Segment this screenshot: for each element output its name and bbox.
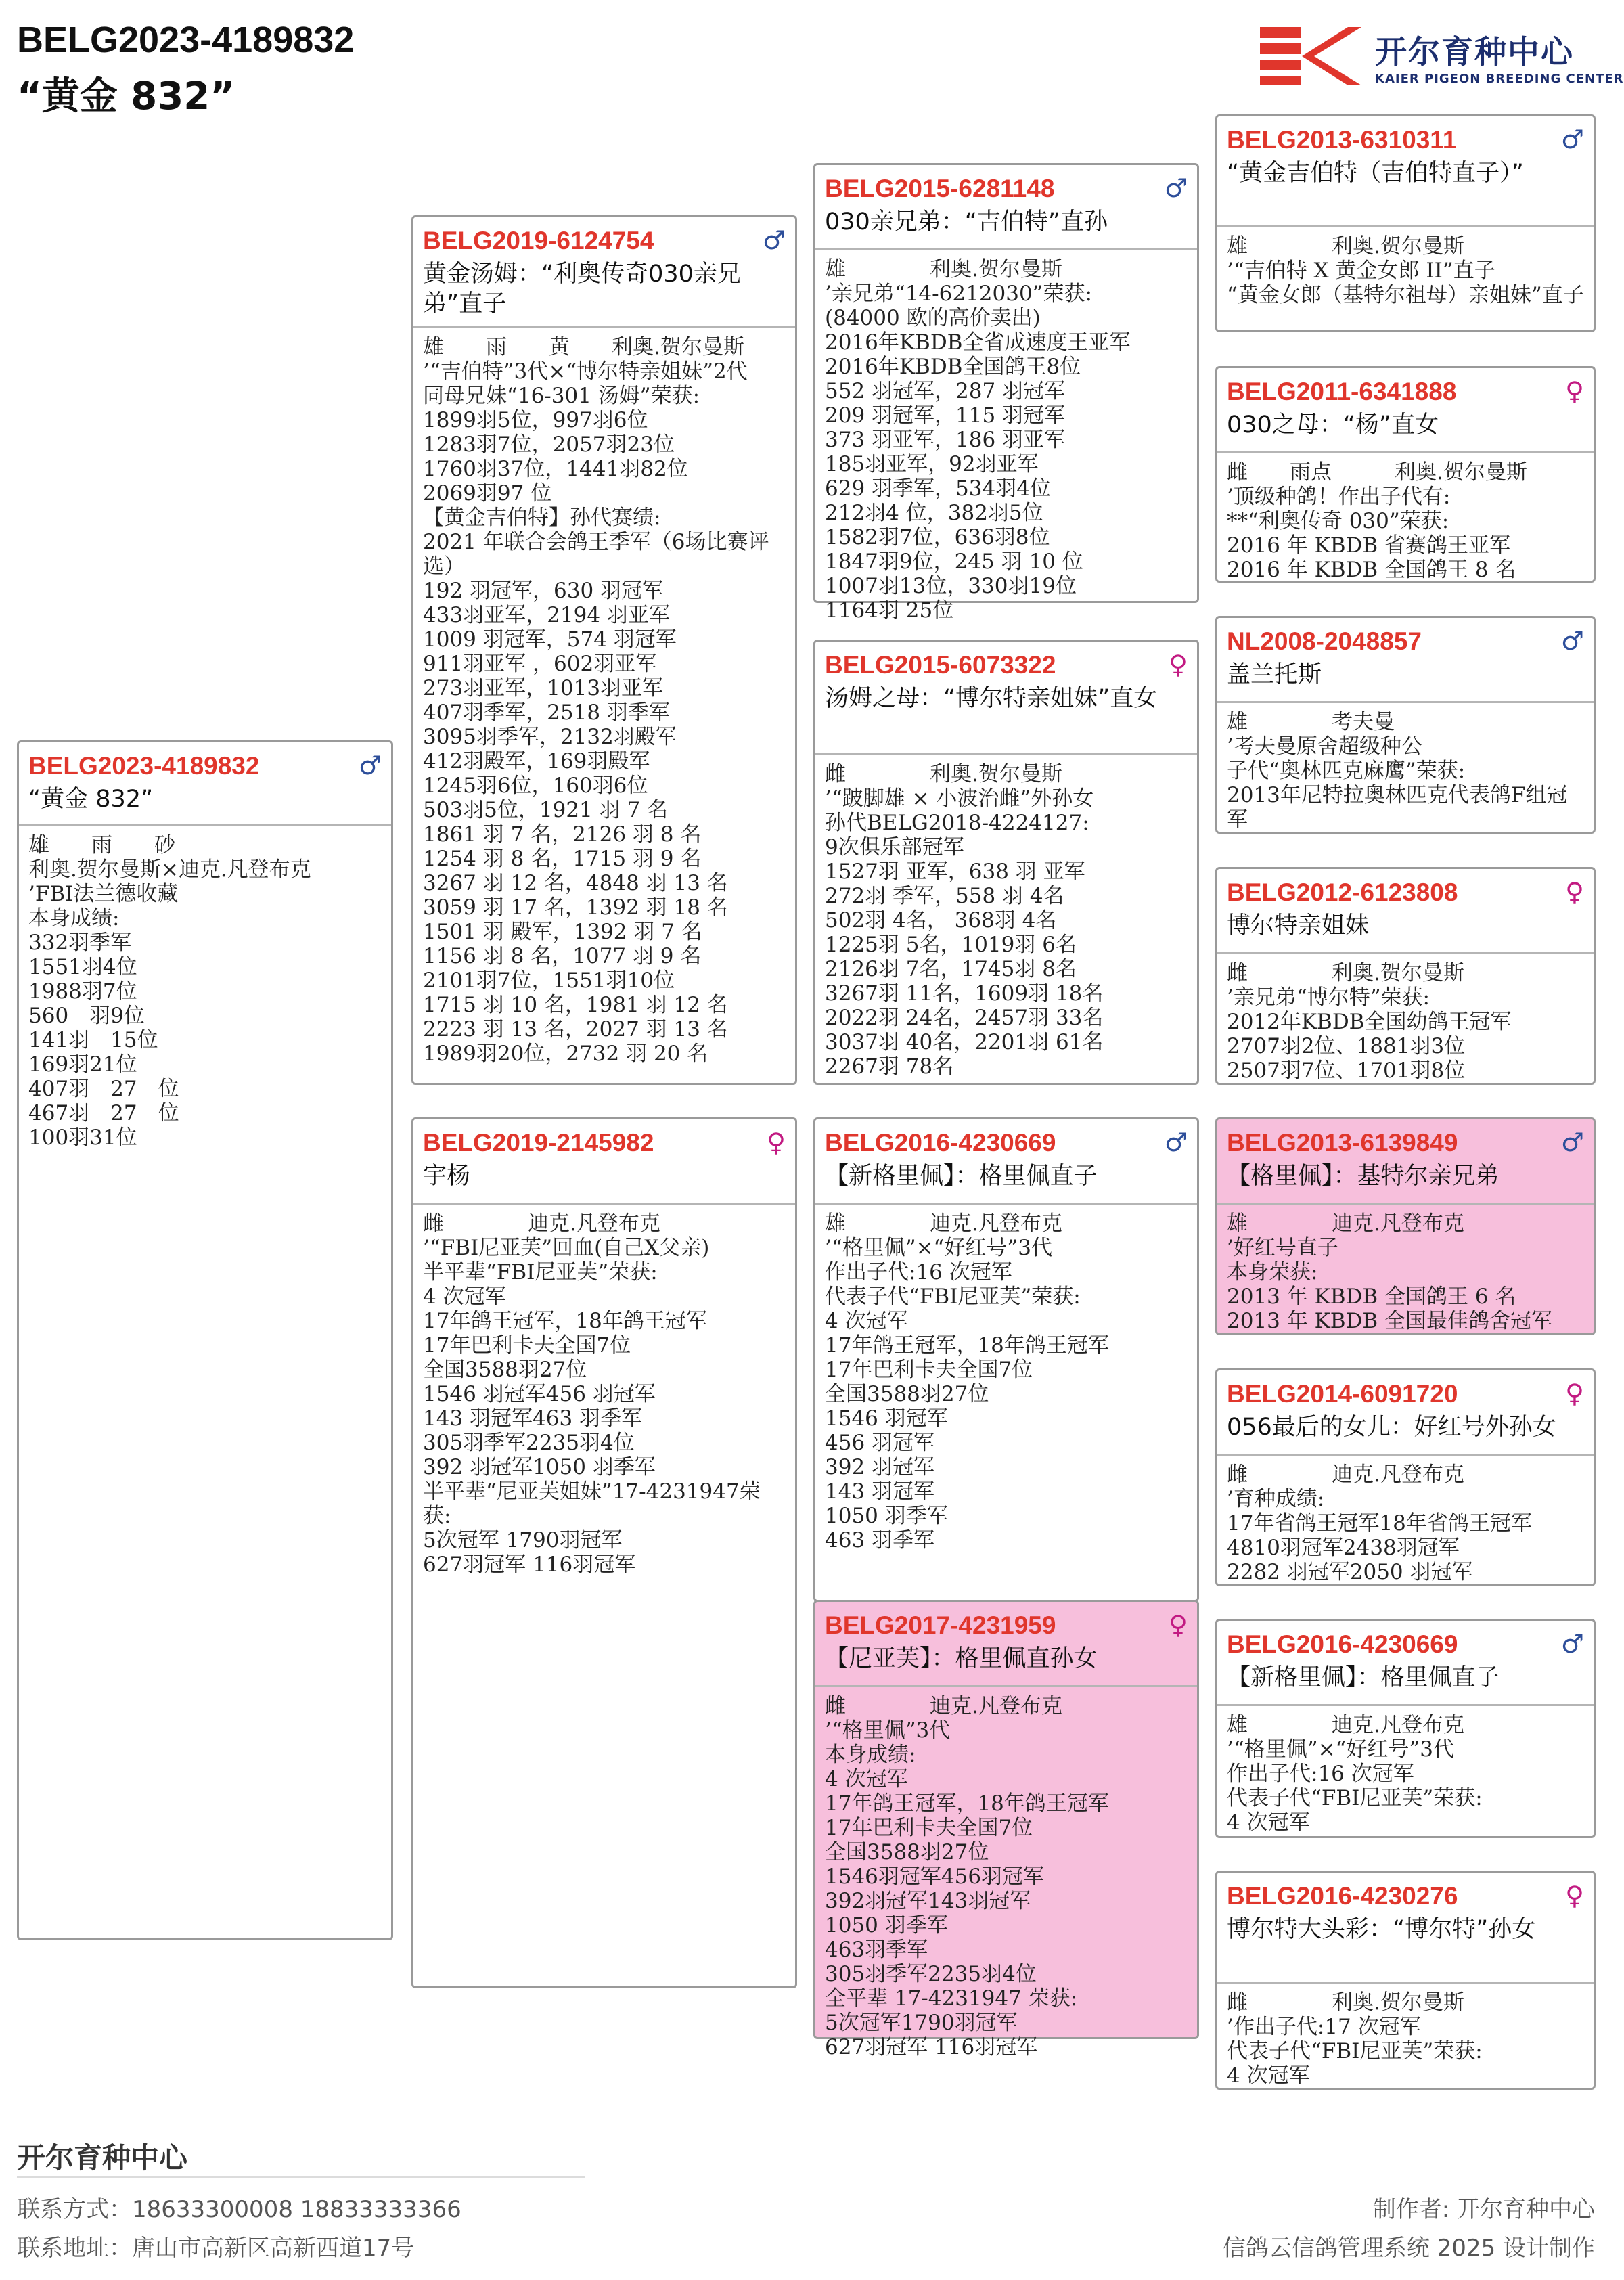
female-icon: ♀ xyxy=(1565,376,1584,406)
footer-divider xyxy=(17,2176,585,2178)
card-description: 雄 迪克.凡登布克 ’“格里佩”×“好红号”3代 作出子代:16 次冠军 代表子代“FBI尼亚芙”荣获: 4 次冠军 17年鸽王冠军，18年鸽王冠军 17年巴利卡夫全国7位 全国3588羽27位 1546 羽冠军 456 羽冠军 392 羽冠军 143 羽冠军 1050 羽季军 463 羽季军 xyxy=(825,1211,1109,1552)
logo-text: 开尔育种中心 xyxy=(1375,34,1574,71)
pedigree-card-dam-dam[interactable] xyxy=(813,1600,1199,2059)
card-description: 雌 利奥.贺尔曼斯 ’亲兄弟“博尔特”荣获: 2012年KBDB全国幼鸽王冠军 2707羽2位、1881羽3位 2507羽7位、1701羽8位 xyxy=(1227,961,1512,1083)
male-icon: ♂ xyxy=(762,225,786,255)
card-description: 雌 利奥.贺尔曼斯 ’“跛脚雄 × 小波治雌”外孙女 孙代BELG2018-4224127: 9次俱乐部冠军 1527羽 亚军，638 羽 亚军 272羽 季军，558 羽 4名 502羽 4名， 368羽 4名 1225羽 5名，1019羽 6名 2126羽 7名，1745羽 8名 3267羽 11名，1609羽 18名 2022羽 24名，2457羽 33名 3037羽 40名，2201羽 61名 2267羽 78名 xyxy=(825,762,1104,1079)
pedigree-ring-number: BELG2023-4189832 xyxy=(17,20,355,60)
pedigree-card-ggp-4[interactable] xyxy=(1215,867,1596,1085)
card-title: 黄金汤姆：“利奥传奇030亲兄弟”直子 xyxy=(423,261,741,317)
pedigree-card-ggp-8[interactable] xyxy=(1215,1871,1596,2090)
card-ring-number: BELG2016-4230669 xyxy=(825,1129,1056,1157)
card-ring-number: BELG2014-6091720 xyxy=(1227,1380,1458,1408)
female-icon: ♀ xyxy=(1169,1610,1188,1640)
card-description: 雄 利奥.贺尔曼斯 ’“吉伯特 X 黄金女郎 II”直子 “黄金女郎（基特尔祖母）亲姐妹”直子 xyxy=(1227,234,1584,307)
card-description: 雄 迪克.凡登布克 ’“格里佩”×“好红号”3代 作出子代:16 次冠军 代表子代“FBI尼亚芙”荣获: 4 次冠军 xyxy=(1227,1713,1483,1835)
kaier-logo-icon xyxy=(1260,26,1361,87)
card-description: 雌 利奥.贺尔曼斯 ’作出子代:17 次冠军 代表子代“FBI尼亚芙”荣获: 4 次冠军 xyxy=(1227,1990,1483,2088)
card-title: 盖兰托斯 xyxy=(1227,661,1322,688)
female-icon: ♀ xyxy=(1565,877,1584,907)
male-icon: ♂ xyxy=(1560,626,1584,656)
card-description: 雌 迪克.凡登布克 ’育种成绩: 17年省鸽王冠军18年省鸽王冠军 4810羽冠军2438羽冠军 2282 羽冠军2050 羽冠军 xyxy=(1227,1462,1532,1584)
card-description: 雄 考夫曼 ’考夫曼原舍超级种公 子代“奥林匹克麻鹰”荣获: 2013年尼特拉奥林匹克代表鸽F组冠军 xyxy=(1227,710,1568,832)
pedigree-card-ggp-3[interactable] xyxy=(1215,616,1596,834)
card-ring-number: BELG2016-4230669 xyxy=(1227,1630,1458,1658)
card-description: 雌 迪克.凡登布克 ’“FBI尼亚芙”回血(自己X父亲) 半平辈“FBI尼亚芙”荣获: 4 次冠军 17年鸽王冠军，18年鸽王冠军 17年巴利卡夫全国7位 全国3588羽27位 1546 羽冠军456 羽冠军 143 羽冠军463 羽季军 305羽季军2235羽4位 392 羽冠军1050 羽季军 半平辈“尼亚芙姐妹”17-4231947荣获: 5次冠军 1790羽冠军 627羽冠军 116羽冠军 xyxy=(423,1211,761,1577)
footer-maker: 制作者: 开尔育种中心 xyxy=(1372,2196,1595,2223)
female-icon: ♀ xyxy=(1565,1881,1584,1910)
card-title: 【新格里佩】：格里佩直子 xyxy=(1227,1664,1499,1691)
card-title: 汤姆之母：“博尔特亲姐妹”直女 xyxy=(825,685,1158,712)
pedigree-card-dam-sire[interactable] xyxy=(813,1117,1199,1602)
card-ring-number: BELG2023-4189832 xyxy=(28,752,260,780)
card-title: 博尔特亲姐妹 xyxy=(1227,912,1370,939)
card-ring-number: BELG2015-6073322 xyxy=(825,651,1056,679)
card-ring-number: BELG2013-6139849 xyxy=(1227,1129,1458,1157)
logo-subtitle: KAIER PIGEON BREEDING CENTER xyxy=(1375,72,1624,86)
footer-system: 信鸽云信鸽管理系统 2025 设计制作 xyxy=(1222,2235,1595,2262)
card-title: 030之母：“杨”直女 xyxy=(1227,411,1439,439)
female-icon: ♀ xyxy=(1169,650,1188,679)
card-title: “黄金吉伯特（吉伯特直子）” xyxy=(1227,160,1524,187)
card-ring-number: BELG2013-6310311 xyxy=(1227,126,1457,154)
card-title: 056最后的女儿：好红号外孙女 xyxy=(1227,1414,1556,1441)
male-icon: ♂ xyxy=(1164,1127,1188,1157)
card-ring-number: BELG2012-6123808 xyxy=(1227,878,1458,906)
pedigree-card-sire-sire[interactable] xyxy=(813,163,1199,623)
pedigree-card-ggp-1[interactable] xyxy=(1215,114,1596,332)
female-icon: ♀ xyxy=(1565,1379,1584,1408)
card-title: 博尔特大头彩：“博尔特”孙女 xyxy=(1227,1916,1536,1943)
pedigree-card-ggp-2[interactable] xyxy=(1215,366,1596,583)
card-ring-number: BELG2011-6341888 xyxy=(1227,378,1457,405)
pedigree-card-subject[interactable] xyxy=(17,740,393,1940)
male-icon: ♂ xyxy=(1560,125,1584,154)
card-description: 雄 雨 黄 利奥.贺尔曼斯 ’“吉伯特”3代×“博尔特亲姐妹”2代 同母兄妹“16-301 汤姆”荣获: 1899羽5位，997羽6位 1283羽7位，2057羽23位 1760羽37位，1441羽82位 2069羽97 位 【黄金吉伯特】孙代赛绩: 2021 年联合会鸽王季军（6场比赛评选） 192 羽冠军，630 羽冠军 433羽亚军，2194 羽亚军 1009 羽冠军，574 羽冠军 911羽亚军 ，602羽亚军 273羽亚军，1013羽亚军 407羽季军，2518 羽季军 3095羽季军，2132羽殿军 412羽殿军，169羽殿军 1245羽6位，160羽6位 503羽5位，1921 羽 7 名 1861 羽 7 名，2126 羽 8 名 1254 羽 8 名，1715 羽 9 名 3267 羽 12 名，4848 羽 13 名 3059 羽 17 名，1392 羽 18 名 1501 羽 殿军，1392 羽 7 名 1156 羽 8 名，1077 羽 9 名 2101羽7位，1551羽10位 1715 羽 10 名，1981 羽 12 名 2223 羽 13 名，2027 羽 13 名 1989羽20位，2732 羽 20 名 xyxy=(423,335,769,1066)
card-ring-number: BELG2016-4230276 xyxy=(1227,1882,1458,1910)
male-icon: ♂ xyxy=(1560,1629,1584,1659)
card-description: 雄 利奥.贺尔曼斯 ’亲兄弟“14-6212030”荣获: (84000 欧的高价卖出) 2016年KBDB全省成速度王亚军 2016年KBDB全国鸽王8位 552 羽冠军，287 羽冠军 209 羽冠军，115 羽冠军 373 羽亚军，186 羽亚军 185羽亚军，92羽亚军 629 羽季军，534羽4位 212羽4 位，382羽5位 1582羽7位，636羽8位 1847羽9位，245 羽 10 位 1007羽13位，330羽19位 1164羽 25位 xyxy=(825,257,1131,623)
card-title: 030亲兄弟：“吉伯特”直孙 xyxy=(825,208,1108,236)
pedigree-card-sire[interactable] xyxy=(411,215,797,1085)
card-title: 【格里佩】：基特尔亲兄弟 xyxy=(1227,1163,1499,1190)
male-icon: ♂ xyxy=(1560,1127,1584,1157)
footer-title: 开尔育种中心 xyxy=(17,2141,188,2174)
card-ring-number: BELG2017-4231959 xyxy=(825,1611,1056,1639)
card-description: 雌 迪克.凡登布克 ’“格里佩”3代 本身成绩: 4 次冠军 17年鸽王冠军，18年鸽王冠军 17年巴利卡夫全国7位 全国3588羽27位 1546羽冠军456羽冠军 392羽冠军143羽冠军 1050 羽季军 463羽季军 305羽季军2235羽4位 全平辈 17-4231947 荣获: 5次冠军1790羽冠军 627羽冠军 116羽冠军 xyxy=(825,1694,1109,2059)
pedigree-card-dam[interactable] xyxy=(411,1117,797,1988)
female-icon: ♀ xyxy=(767,1127,786,1157)
card-title: 【尼亚芙】：格里佩直孙女 xyxy=(825,1645,1098,1672)
card-ring-number: NL2008-2048857 xyxy=(1227,627,1422,655)
card-description: 雌 雨点 利奥.贺尔曼斯 ’顶级种鸽！作出子代有: **“利奥传奇 030”荣获: 2016 年 KBDB 省赛鸽王亚军 2016 年 KBDB 全国鸽王 8 名 xyxy=(1227,460,1527,582)
card-title: 宇杨 xyxy=(423,1163,471,1190)
footer-contact: 联系方式：18633300008 18833333366 xyxy=(17,2196,461,2223)
card-title: 【新格里佩】：格里佩直子 xyxy=(825,1163,1098,1190)
pedigree-card-sire-dam[interactable] xyxy=(813,640,1199,1085)
male-icon: ♂ xyxy=(358,751,382,780)
pedigree-pigeon-name: “黄金 832” xyxy=(17,74,235,118)
kaier-logo xyxy=(1260,23,1624,91)
card-description: 雄 雨 砂 利奥.贺尔曼斯×迪克.凡登布克 ’FBI法兰德收藏 本身成绩: 332羽季军 1551羽4位 1988羽7位 560 羽9位 141羽 15位 169羽21位 407羽 27 位 467羽 27 位 100羽31位 xyxy=(28,833,311,1150)
pedigree-card-ggp-6[interactable] xyxy=(1215,1368,1596,1586)
card-title: “黄金 832” xyxy=(28,786,154,813)
male-icon: ♂ xyxy=(1164,173,1188,203)
footer-address: 联系地址：唐山市高新区高新西道17号 xyxy=(17,2235,415,2262)
card-description: 雄 迪克.凡登布克 ’好红号直子 本身荣获: 2013 年 KBDB 全国鸽王 6 名 2013 年 KBDB 全国最佳鸽舍冠军 xyxy=(1227,1211,1553,1333)
pedigree-card-ggp-7[interactable] xyxy=(1215,1619,1596,1838)
card-ring-number: BELG2019-6124754 xyxy=(423,227,654,254)
card-ring-number: BELG2019-2145982 xyxy=(423,1129,654,1157)
card-ring-number: BELG2015-6281148 xyxy=(825,175,1055,202)
pedigree-card-ggp-5[interactable] xyxy=(1215,1117,1596,1335)
